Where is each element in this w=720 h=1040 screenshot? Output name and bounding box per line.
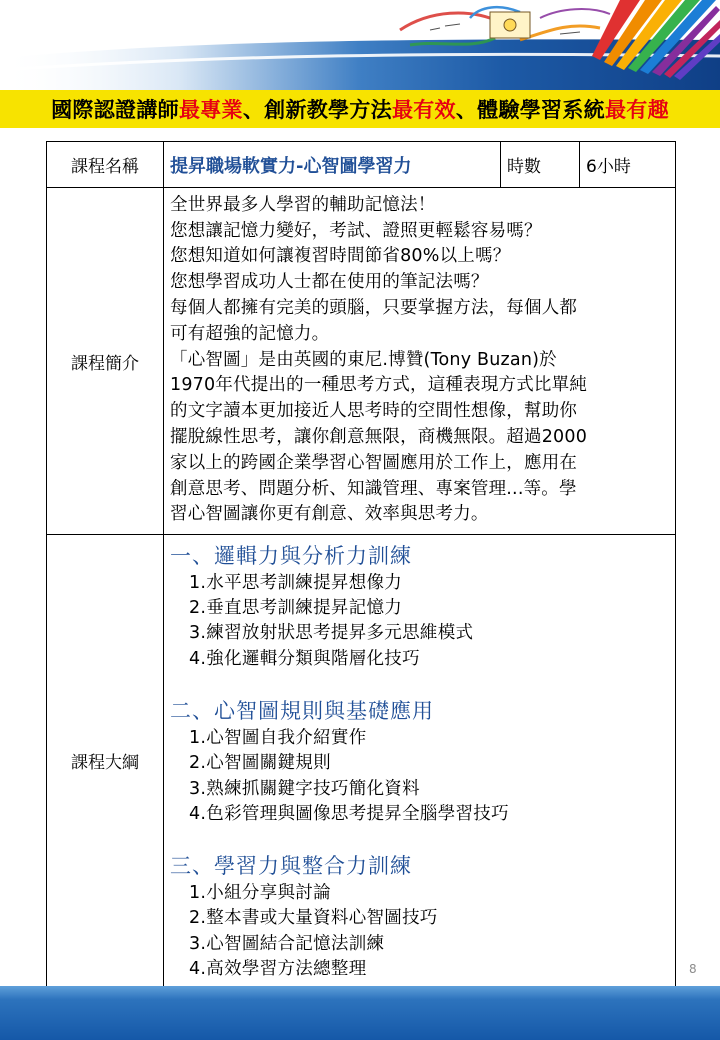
tagline-banner — [0, 90, 720, 128]
header-mindmap-pencils-artwork — [0, 0, 720, 90]
outline-section-title: 二、心智圖規則與基礎應用 — [170, 698, 434, 723]
intro-line: 您想讓記憶力變好，考試、證照更輕鬆容易嗎？ — [170, 220, 542, 241]
intro-line: 習心智圖讓你更有創意、效率與思考力。 — [170, 504, 489, 525]
section-spacer — [170, 827, 671, 851]
course-intro-row — [47, 188, 676, 535]
tagline-part: 國際認證講師 — [51, 98, 179, 122]
intro-line: 「心智圖」是由英國的東尼.博贊(Tony Buzan)於 — [170, 349, 557, 370]
hours-label: 時數 — [501, 142, 580, 188]
intro-line: 創意思考、問題分析、知識管理、專案管理...等。學 — [170, 478, 577, 499]
footer-blue-bar — [0, 986, 720, 1040]
intro-line: 每個人都擁有完美的頭腦，只要掌握方法，每個人都 — [170, 298, 578, 318]
outline-item: 2.整本書或大量資料心智圖技巧 — [189, 908, 438, 929]
intro-line: 全世界最多人學習的輔助記憶法！ — [170, 194, 436, 215]
intro-line: 您想學習成功人士都在使用的筆記法嗎？ — [170, 272, 489, 293]
tagline-part: 、創新教學方法 — [242, 98, 392, 122]
outline-section-title: 一、邏輯力與分析力訓練 — [170, 543, 412, 568]
course-name-row — [47, 142, 676, 188]
outline-item: 3.熟練抓關鍵字技巧簡化資料 — [189, 778, 420, 799]
intro-line: 的文字讀本更加接近人思考時的空間性想像，幫助你 — [170, 401, 578, 422]
page-number: 8 — [689, 962, 697, 976]
tagline-highlight: 最專業 — [178, 98, 243, 122]
intro-line: 擺脫線性思考，讓你創意無限，商機無限。超過2000 — [170, 426, 588, 447]
intro-line: 1970年代提出的一種思考方式，這種表現方式比單純 — [170, 375, 588, 396]
tagline-part: 、體驗學習系統 — [455, 98, 605, 122]
outline-item: 1.小組分享與討論 — [189, 883, 331, 904]
outline-item: 2.垂直思考訓練提昇記憶力 — [189, 598, 403, 619]
course-name-value: 提昇職場軟實力-心智圖學習力 — [164, 142, 501, 188]
outline-item: 2.心智圖關鍵規則 — [189, 753, 331, 774]
mindmap-sketch — [400, 7, 610, 45]
outline-item: 3.心智圖結合記憶法訓練 — [189, 933, 385, 954]
outline-item: 4.強化邏輯分類與階層化技巧 — [189, 648, 420, 669]
section-spacer — [170, 672, 671, 696]
hours-value: 6小時 — [580, 142, 676, 188]
tagline-highlight: 最有效 — [391, 98, 456, 122]
outline-item: 3.練習放射狀思考提昇多元思維模式 — [189, 623, 474, 644]
outline-section-title: 三、學習力與整合力訓練 — [170, 854, 412, 879]
course-outline-label: 課程大綱 — [47, 535, 164, 987]
course-outline-content — [164, 535, 676, 987]
course-name-label: 課程名稱 — [47, 142, 164, 188]
outline-item: 4.色彩管理與圖像思考提昇全腦學習技巧 — [189, 803, 509, 824]
intro-line: 家以上的跨國企業學習心智圖應用於工作上，應用在 — [170, 452, 578, 473]
tagline-highlight: 最有趣 — [604, 98, 669, 122]
course-intro-text — [164, 188, 676, 535]
outline-item: 1.心智圖自我介紹實作 — [189, 727, 367, 748]
intro-line: 可有超強的記憶力。 — [170, 323, 330, 344]
course-intro-label: 課程簡介 — [47, 188, 164, 535]
outline-item: 4.高效學習方法總整理 — [189, 958, 367, 979]
intro-line: 您想知道如何讓複習時間節省80%以上嗎？ — [170, 246, 511, 267]
outline-item: 1.水平思考訓練提昇想像力 — [189, 572, 403, 593]
course-outline-row — [47, 535, 676, 987]
course-info-table — [46, 141, 676, 987]
header-artwork-svg — [0, 0, 720, 90]
